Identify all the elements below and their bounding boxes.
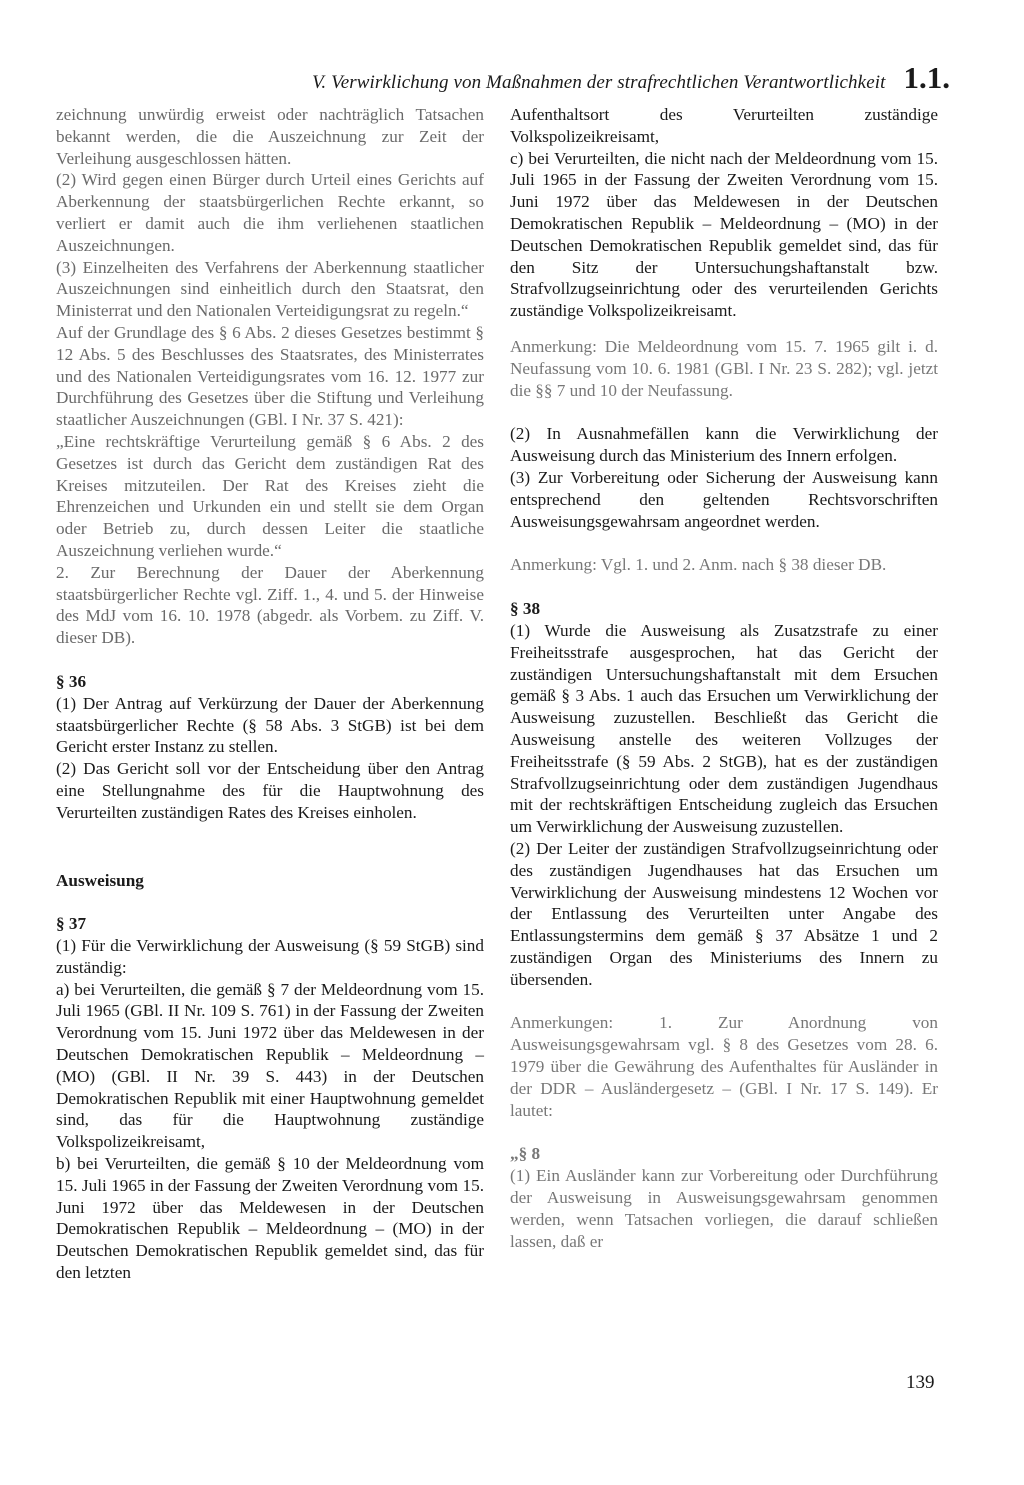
paragraph: (1) Wurde die Ausweisung als Zusatzstrafe zu einer Freiheitsstrafe ausgesprochen, hat das Gericht der zuständigen Untersuchungshaftanstalt mit dem Ersuchen gemäß § 3 Abs. 1 auch das Ersuchen um Verwirklichung der Ausweisung zuzustellen. Beschließt das Gericht die Ausweisung anstelle des weiteren Vollzuges der Freiheitsstrafe (§ 59 Abs. 2 StGB), hat es der zuständigen Strafvollzugseinrichtung oder dem zuständigen Jugendhaus mit der rechtskräftigen Entscheidung zugleich das Ersuchen um Verwirklichung der Ausweisung zuzustellen. bbox=[510, 620, 938, 837]
left-column bbox=[56, 104, 484, 1284]
section-number: 1.1. bbox=[903, 60, 950, 95]
paragraph: Aufenthaltsort des Verurteilten zuständige Volkspolizeikreisamt, bbox=[510, 105, 938, 146]
paragraph: (3) Einzelheiten des Verfahrens der Aberkennung staatlicher Auszeichnungen sind einheitlich durch den Staatsrat, den Ministerrat und den Nationalen Verteidigungsrat zu regeln.“ bbox=[56, 257, 484, 321]
list-item: c) bei Verurteilten, die nicht nach der Meldeordnung vom 15. Juli 1965 in der Fassung der Zweiten Verordnung vom 15. Juni 1972 über das Meldewesen in der Deutschen Demokratischen Republik – Meldeordnung – (MO) in der Deutschen Demokratischen Republik gemeldet sind, das für den Sitz der Untersuchungshaftanstalt bzw. Strafvollzugseinrichtung oder des verurteilenden Gerichts zuständige Volkspolizeikreisamt. bbox=[510, 148, 938, 321]
list-item: a) bei Verurteilten, die gemäß § 7 der Meldeordnung vom 15. Juli 1965 (GBl. II Nr. 109 S. 761) in der Fassung der Zweiten Verordnung vom 15. Juni 1972 über das Meldewesen in der Deutschen Demokratischen Republik – Meldeordnung – (MO) (GBl. II Nr. 39 S. 443) in der Deutschen Demokratischen Republik mit einer Hauptwohnung gemeldet sind, das für die Hauptwohnung zuständige Volkspolizeikreisamt, bbox=[56, 979, 484, 1152]
paragraph: (1) Für die Verwirklichung der Ausweisung (§ 59 StGB) sind zuständig: bbox=[56, 936, 484, 977]
paragraph: (2) Das Gericht soll vor der Entscheidung über den Antrag eine Stellungnahme des für die Hauptwohnung des Verurteilten zuständigen Rates des Kreises einholen. bbox=[56, 759, 484, 822]
annotation-note: Anmerkungen: 1. Zur Anordnung von Ausweisungsgewahrsam vgl. § 8 des Gesetzes vom 28. 6. 1979 über die Gewährung des Aufenthaltes für Ausländer in der DDR – Ausländergesetz – (GBl. I Nr. 17 S. 149). Er lautet: bbox=[510, 1013, 938, 1120]
right-column bbox=[510, 104, 938, 1252]
paragraph: zeichnung unwürdig erweist oder nachträglich Tatsachen bekannt werden, die die Auszeichnung zur Zeit der Verleihung ausgeschlossen hätten. bbox=[56, 105, 484, 168]
annotation-note: Anmerkung: Die Meldeordnung vom 15. 7. 1965 gilt i. d. Neufassung vom 10. 6. 1981 (GBl. I Nr. 23 S. 282); vgl. jetzt die §§ 7 und 10 der Neufassung. bbox=[510, 336, 938, 400]
paragraph: 2. Zur Berechnung der Dauer der Aberkennung staatsbürgerlicher Rechte vgl. Ziff. 1., 4. und 5. der Hinweise des MdJ vom 16. 10. 1978 (abgedr. als Vorbem. zu Ziff. V. dieser DB). bbox=[56, 562, 484, 648]
annotation-note: Anmerkung: Vgl. 1. und 2. Anm. nach § 38 dieser DB. bbox=[510, 555, 887, 575]
paragraph: (3) Zur Vorbereitung oder Sicherung der Ausweisung kann entsprechend den geltenden Rechtsvorschriften Ausweisungsgewahrsam angeordnet werden. bbox=[510, 467, 938, 531]
chapter-heading: Ausweisung bbox=[56, 870, 144, 890]
paragraph: (1) Der Antrag auf Verkürzung der Dauer der Aberkennung staatsbürgerlicher Rechte (§ 58 Abs. 3 StGB) ist bei dem Gericht erster Instanz zu stellen. bbox=[56, 693, 484, 757]
quoted-section-heading: „§ 8 bbox=[510, 1144, 541, 1164]
paragraph: (2) In Ausnahmefällen kann die Verwirklichung der Ausweisung durch das Ministerium des Innern erfolgen. bbox=[510, 424, 938, 466]
quote-paragraph: (1) Ein Ausländer kann zur Vorbereitung oder Durchführung der Ausweisung in Ausweisungsgewahrsam genommen werden, wenn Tatsachen vorliegen, die darauf schließen lassen, daß er bbox=[510, 1166, 938, 1251]
quote-paragraph: „Eine rechtskräftige Verurteilung gemäß § 6 Abs. 2 des Gesetzes ist durch das Gericht dem zuständigen Rat des Kreises mitzuteilen. Der Rat des Kreises zieht die Ehrenzeichen und Urkunden ein und stellt sie dem Organ oder Betrieb zu, durch dessen Leiter die staatliche Auszeichnung verliehen wurde.“ bbox=[56, 431, 484, 560]
paragraph: Auf der Grundlage des § 6 Abs. 2 dieses Gesetzes bestimmt § 12 Abs. 5 des Beschlusses des Staatsrates, des Ministerrates und des Nationalen Verteidigungsrates vom 16. 12. 1977 zur Durchführung des Gesetzes über die Stiftung und Verleihung staatlicher Auszeichnungen (GBl. I Nr. 37 S. 421): bbox=[56, 322, 484, 430]
paragraph: (2) Wird gegen einen Bürger durch Urteil eines Gerichts auf Aberkennung der staatsbürgerlichen Rechte erkannt, so verliert er damit auch die ihm verliehenen staatlichen Auszeichnungen. bbox=[56, 170, 484, 255]
paragraph: (2) Der Leiter der zuständigen Strafvollzugseinrichtung oder des zuständigen Jugendhauses hat das Ersuchen um Verwirklichung der Ausweisung mindestens 12 Wochen vor der Entlassung des Verurteilten unter Angabe des Entlassungstermins dem gemäß § 37 Absätze 1 und 2 zuständigen Organ des Ministeriums des Innern zu übersenden. bbox=[510, 838, 938, 989]
section-heading-38: § 38 bbox=[510, 599, 541, 619]
section-heading-36: § 36 bbox=[56, 671, 87, 691]
list-item: b) bei Verurteilten, die gemäß § 10 der Meldeordnung vom 15. Juli 1965 in der Fassung der Zweiten Verordnung vom 15. Juni 1972 über das Meldewesen in der Deutschen Demokratischen Republik – Meldeordnung – (MO) in der Deutschen Demokratischen Republik gemeldet sind, das für den letzten bbox=[56, 1154, 484, 1283]
page-number: 139 bbox=[906, 1372, 935, 1393]
section-heading-37: § 37 bbox=[56, 914, 87, 934]
header-title: V. Verwirklichung von Maßnahmen der strafrechtlichen Verantwortlichkeit bbox=[312, 72, 886, 93]
running-header bbox=[250, 60, 950, 96]
